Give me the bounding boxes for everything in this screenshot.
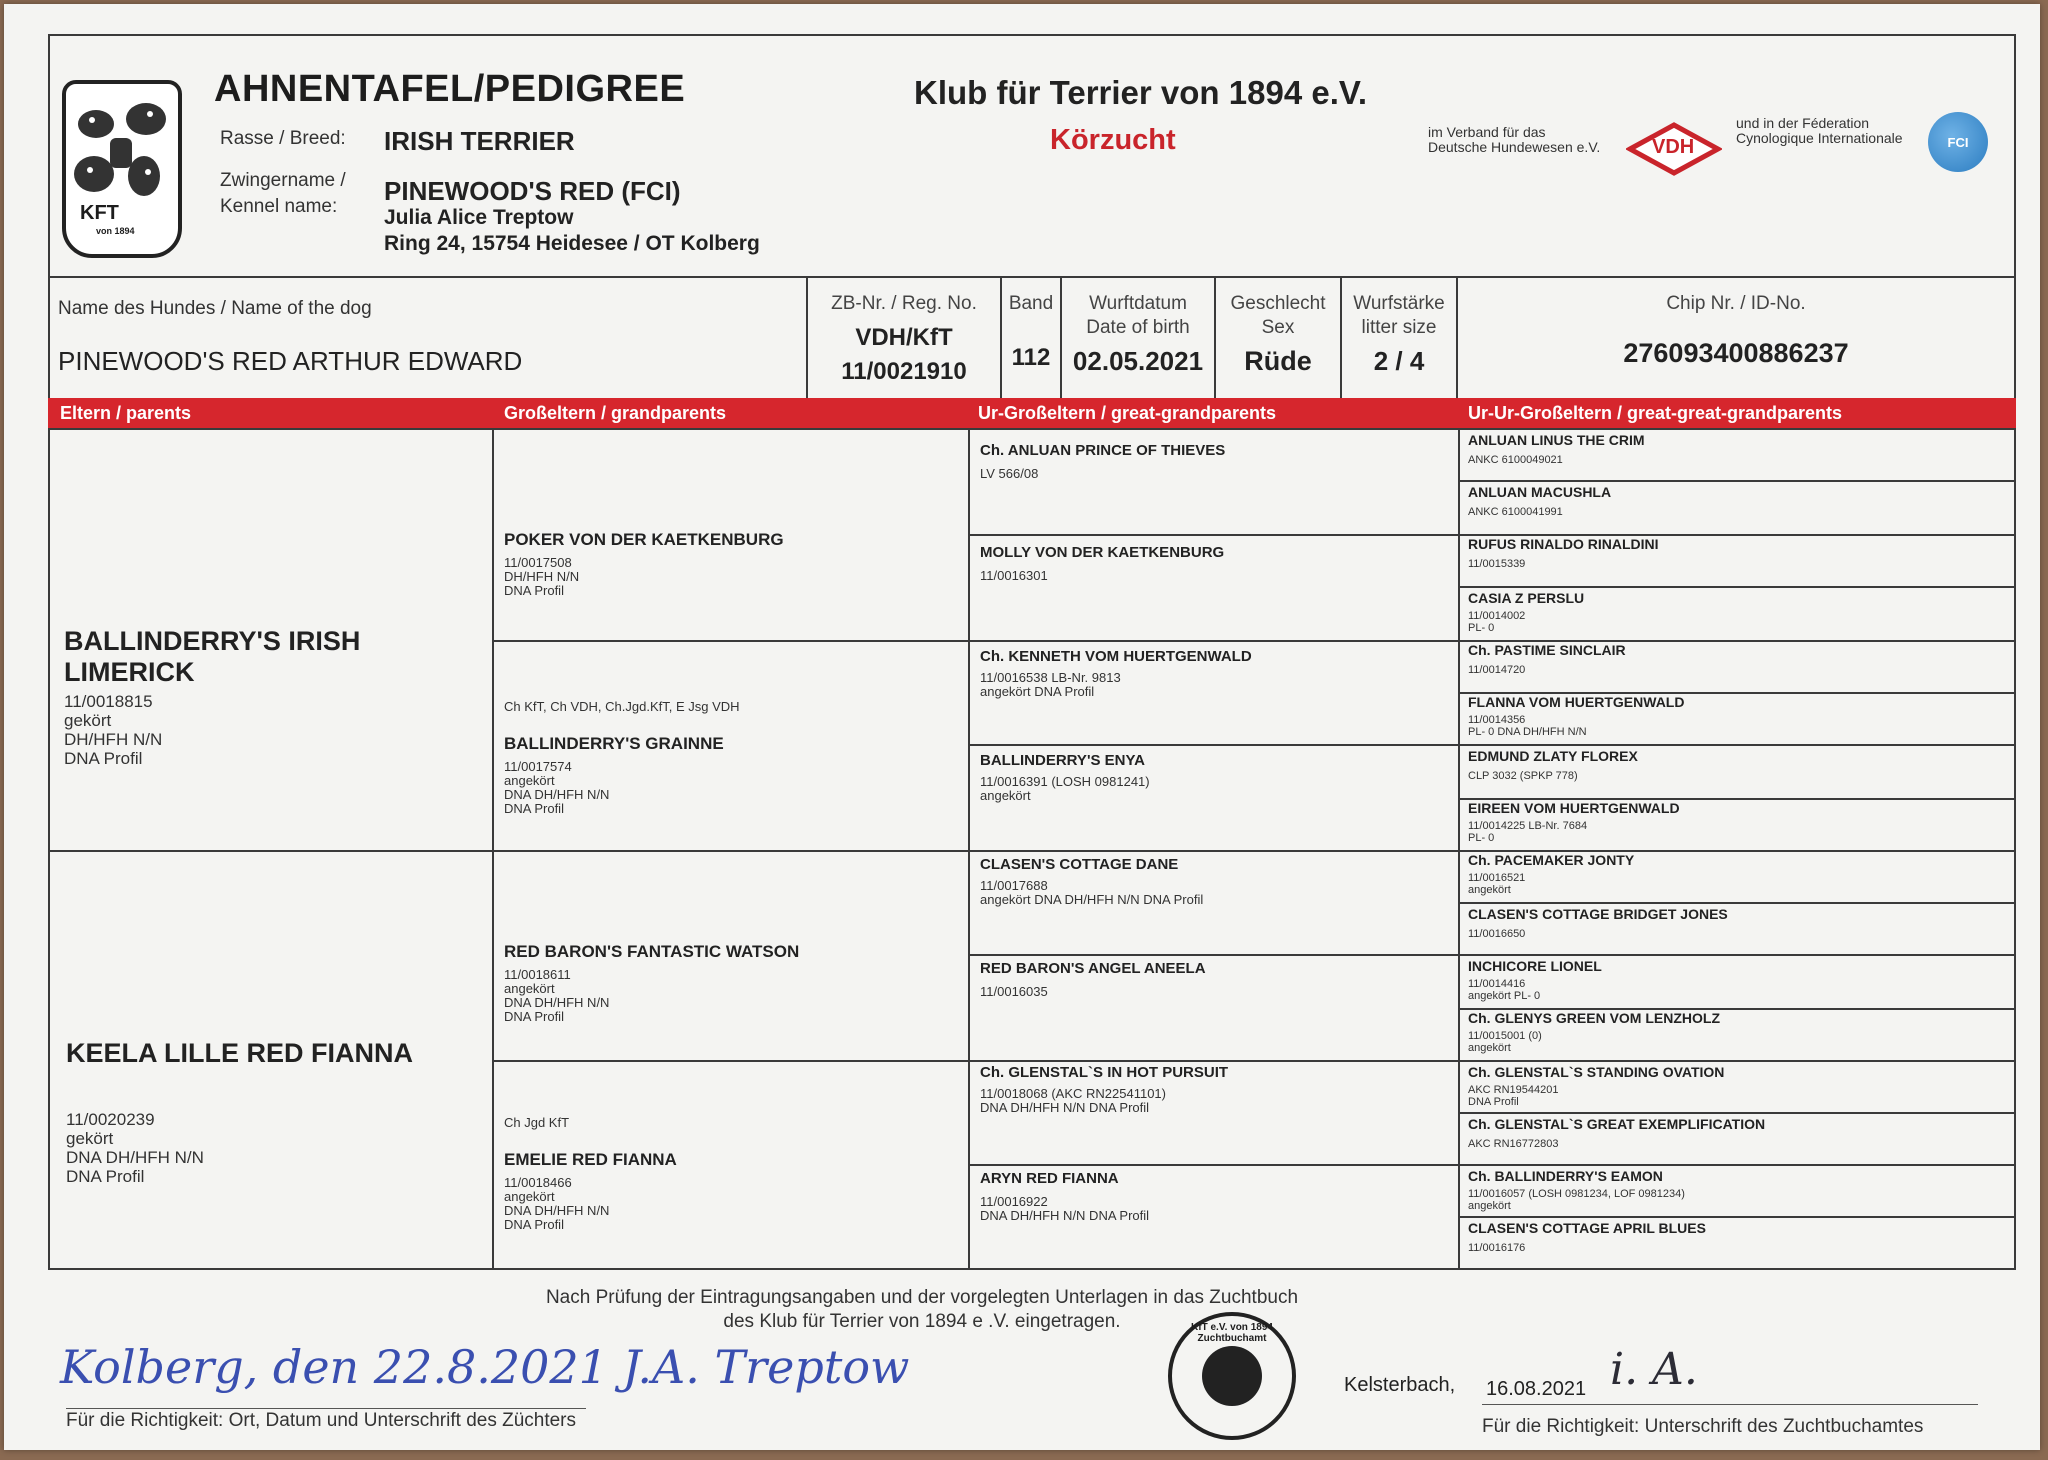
owner-address: Ring 24, 15754 Heidesee / OT Kolberg xyxy=(384,232,760,255)
divider xyxy=(1458,1060,2014,1062)
grandparent-cell xyxy=(504,700,740,816)
parent-detail xyxy=(64,692,162,768)
litter-cell xyxy=(1342,278,1458,404)
grandparent-detail xyxy=(504,1176,677,1232)
grandparent-detail-line: 11/0017574 xyxy=(504,759,572,774)
great-grandparent-detail: 11/0018068 (AKC RN22541101) xyxy=(980,1086,1166,1101)
breeder-signature: Kolberg, den 22.8.2021 J.A. Treptow xyxy=(60,1340,910,1394)
divider xyxy=(492,1060,968,1062)
ggg-detail: PL- 0 DNA DH/HFH N/N xyxy=(1468,726,1587,738)
great-grandparent-detail: angekört DNA Profil xyxy=(980,684,1095,699)
litter-label-1: Wurfstärke xyxy=(1353,293,1445,314)
pedigree-sheet xyxy=(4,4,2040,1450)
sex-label-1: Geschlecht xyxy=(1230,293,1326,314)
vdh-logo-text: VDH xyxy=(1652,136,1695,158)
band-great-great-grandparents: Ur-Ur-Großeltern / great-great-grandparents xyxy=(1468,403,1843,423)
band-value: 112 xyxy=(1011,344,1051,371)
great-great-grandparent-cell xyxy=(1468,536,1659,570)
great-grandparent-name: BALLINDERRY'S ENYA xyxy=(980,752,1145,769)
zuchtbuchamt-stamp xyxy=(1168,1312,1296,1440)
breeder-signature-line xyxy=(66,1408,586,1409)
registration-note xyxy=(404,1286,1440,1334)
grandparent-detail-line: DNA DH/HFH N/N xyxy=(504,787,610,802)
great-grandparent-name: MOLLY VON DER KAETKENBURG xyxy=(980,544,1225,561)
parent-cell-dam xyxy=(50,850,492,1268)
ggg-detail: 11/0015001 (0) xyxy=(1468,1030,1542,1042)
great-great-grandparent-cell xyxy=(1468,958,1602,1002)
ggg-name: Ch. GLENYS GREEN VOM LENZHOLZ xyxy=(1468,1010,1721,1026)
kft-logo xyxy=(62,80,182,258)
ggg-name: Ch. GLENSTAL`S GREAT EXEMPLIFICATION xyxy=(1468,1116,1766,1132)
reg-value-2: 11/0021910 xyxy=(841,358,967,385)
great-great-grandparent-cell xyxy=(1468,432,1645,466)
great-great-grandparent-cell xyxy=(1468,1116,1765,1150)
great-grandparent-cell xyxy=(980,752,1150,803)
litter-value: 2 / 4 xyxy=(1373,346,1425,376)
ggg-detail: 11/0016176 xyxy=(1468,1242,1526,1254)
ggg-detail: 11/0015339 xyxy=(1468,558,1526,570)
fci-logo xyxy=(1928,112,1988,172)
breed-label: Rasse / Breed: xyxy=(220,128,346,149)
great-grandparent-name: Ch. KENNETH VOM HUERTGENWALD xyxy=(980,648,1252,665)
grandparent-detail-line: DNA Profil xyxy=(504,1217,564,1232)
divider xyxy=(1458,744,2014,746)
owner-name: Julia Alice Treptow xyxy=(384,206,574,229)
parent-detail-line: DH/HFH N/N xyxy=(64,730,163,749)
grandparent-name: RED BARON'S FANTASTIC WATSON xyxy=(504,942,800,961)
grandparent-detail-line: DNA Profil xyxy=(504,801,564,816)
grandparent-titles: Ch Jgd KfT xyxy=(504,1115,570,1130)
ggg-detail: AKC RN16772803 xyxy=(1468,1138,1559,1150)
great-great-grandparent-cell xyxy=(1468,642,1626,676)
divider xyxy=(968,744,1458,746)
ggg-detail: angekört xyxy=(1468,884,1511,896)
great-great-grandparent-cell xyxy=(1468,800,1680,844)
kennel-value: PINEWOOD'S RED (FCI) xyxy=(384,176,681,206)
grandparent-detail-line: DNA DH/HFH N/N xyxy=(504,995,610,1010)
dog-name-label: Name des Hundes / Name of the dog xyxy=(58,298,372,319)
vdh-text-2: Deutsche Hundewesen e.V. xyxy=(1428,139,1601,155)
club-name: Klub für Terrier von 1894 e.V. xyxy=(914,74,1368,111)
divider xyxy=(968,1060,1458,1062)
great-grandparent-detail: DNA DH/HFH N/N DNA Profil xyxy=(980,1100,1150,1115)
great-grandparent-cell xyxy=(980,960,1206,999)
stamp-dog-icon xyxy=(1202,1346,1262,1406)
grandparent-titles: Ch KfT, Ch VDH, Ch.Jgd.KfT, E Jsg VDH xyxy=(504,699,740,714)
dob-label-2: Date of birth xyxy=(1086,317,1190,338)
ggg-name: FLANNA VOM HUERTGENWALD xyxy=(1468,694,1685,710)
sex-value: Rüde xyxy=(1244,346,1312,376)
ggg-detail: angekört PL- 0 xyxy=(1468,990,1541,1002)
great-great-grandparent-cell xyxy=(1468,852,1634,896)
breed-value: IRISH TERRIER xyxy=(384,126,575,156)
divider xyxy=(492,850,968,852)
chip-cell xyxy=(1458,278,2014,404)
parent-detail-line: gekört xyxy=(66,1129,114,1148)
grandparent-detail-line: 11/0017508 xyxy=(504,555,572,570)
reg-cell xyxy=(808,278,1002,404)
ggg-name: CLASEN'S COTTAGE BRIDGET JONES xyxy=(1468,906,1728,922)
grandparent-detail xyxy=(504,760,740,816)
ggg-detail: ANKC 6100041991 xyxy=(1468,506,1563,518)
koerzucht-label: Körzucht xyxy=(1050,124,1176,156)
divider xyxy=(492,430,494,1268)
ggg-name: EIREEN VOM HUERTGENWALD xyxy=(1468,800,1680,816)
great-grandparent-cell xyxy=(980,648,1252,699)
parent-detail-line: 11/0018815 xyxy=(64,692,153,711)
document-title: AHNENTAFEL/PEDIGREE xyxy=(214,68,686,110)
ggg-detail: AKC RN19544201 xyxy=(1468,1084,1559,1096)
divider xyxy=(968,430,970,1268)
great-great-grandparent-cell xyxy=(1468,748,1638,782)
great-grandparent-cell xyxy=(980,1170,1149,1223)
parent-detail-line: 11/0020239 xyxy=(66,1110,155,1129)
great-grandparent-detail: LV 566/08 xyxy=(980,466,1039,481)
office-signature-line xyxy=(1482,1404,1978,1405)
great-grandparent-cell xyxy=(980,1064,1228,1115)
ggg-detail: 11/0016057 (LOSH 0981234, LOF 0981234) xyxy=(1468,1188,1685,1200)
ggg-name: INCHICORE LIONEL xyxy=(1468,958,1602,974)
registration-note-line: des Klub für Terrier von 1894 e .V. eingetragen. xyxy=(723,1311,1121,1332)
great-grandparent-name: ARYN RED FIANNA xyxy=(980,1170,1119,1187)
ggg-detail: CLP 3032 (SPKP 778) xyxy=(1468,770,1578,782)
ggg-detail: DNA Profil xyxy=(1468,1096,1519,1108)
great-grandparent-cell xyxy=(980,442,1225,481)
divider xyxy=(1458,954,2014,956)
ggg-name: ANLUAN MACUSHLA xyxy=(1468,484,1612,500)
ggg-name: Ch. GLENSTAL`S STANDING OVATION xyxy=(1468,1064,1725,1080)
divider xyxy=(1458,902,2014,904)
great-grandparent-name: Ch. GLENSTAL`S IN HOT PURSUIT xyxy=(980,1064,1229,1081)
grandparent-cell xyxy=(504,530,784,598)
litter-label-2: litter size xyxy=(1361,317,1437,338)
logo-text: KFT xyxy=(80,202,119,224)
ggg-name: Ch. BALLINDERRY'S EAMON xyxy=(1468,1168,1663,1184)
great-grandparent-detail: 11/0016391 (LOSH 0981241) xyxy=(980,774,1150,789)
office-caption: Für die Richtigkeit: Unterschrift des Zuchtbuchamtes xyxy=(1482,1416,1924,1437)
sex-label-2: Sex xyxy=(1261,317,1295,338)
divider xyxy=(1458,480,2014,482)
great-grandparent-detail: 11/0016301 xyxy=(980,568,1048,583)
ggg-name: ANLUAN LINUS THE CRIM xyxy=(1468,432,1645,448)
grandparent-detail-line: DNA Profil xyxy=(504,1009,564,1024)
ggg-name: EDMUND ZLATY FLOREX xyxy=(1468,748,1638,764)
ggg-name: Ch. PACEMAKER JONTY xyxy=(1468,852,1635,868)
parent-detail xyxy=(66,1110,204,1186)
great-grandparent-name: Ch. ANLUAN PRINCE OF THIEVES xyxy=(980,442,1226,459)
sex-cell xyxy=(1216,278,1342,404)
ggg-detail: 11/0014225 LB-Nr. 7684 xyxy=(1468,820,1588,832)
grandparent-detail-line: DH/HFH N/N xyxy=(504,569,580,584)
vdh-logo xyxy=(1626,122,1722,176)
kennel-label-en: Kennel name: xyxy=(220,196,338,217)
fci-text-1: und in der Féderation xyxy=(1736,115,1870,131)
great-great-grandparent-cell xyxy=(1468,906,1728,940)
band-cell xyxy=(1002,278,1062,404)
band-parents: Eltern / parents xyxy=(60,403,192,423)
grandparent-detail-line: DNA Profil xyxy=(504,583,564,598)
band-label: Band xyxy=(1008,293,1054,314)
dog-info-row xyxy=(48,276,2016,406)
great-grandparent-detail: angekört DNA DH/HFH N/N DNA Profil xyxy=(980,892,1204,907)
great-grandparent-cell xyxy=(980,544,1224,583)
office-signature: i. A. xyxy=(1610,1344,1698,1395)
ggg-name: CLASEN'S COTTAGE APRIL BLUES xyxy=(1468,1220,1706,1236)
grandparent-name: POKER VON DER KAETKENBURG xyxy=(504,530,784,549)
ggg-detail: 11/0016521 xyxy=(1468,872,1526,884)
parent-detail-line: DNA Profil xyxy=(64,749,143,768)
ggg-detail: PL- 0 xyxy=(1468,622,1495,634)
divider xyxy=(968,850,1458,852)
grandparent-detail-line: angekört xyxy=(504,1189,555,1204)
ggg-detail: 11/0014720 xyxy=(1468,664,1526,676)
dob-label-1: Wurftdatum xyxy=(1089,293,1187,314)
parent-detail-line: DNA DH/HFH N/N xyxy=(66,1148,204,1167)
breeder-caption: Für die Richtigkeit: Ort, Datum und Unterschrift des Züchters xyxy=(66,1410,577,1431)
fci-logo-text: FCI xyxy=(1947,134,1969,150)
dob-value: 02.05.2021 xyxy=(1072,346,1204,376)
pedigree-table xyxy=(48,428,2016,1270)
divider xyxy=(968,640,1458,642)
dog-name: PINEWOOD'S RED ARTHUR EDWARD xyxy=(58,346,523,376)
divider xyxy=(968,1164,1458,1166)
ggg-detail: ANKC 6100049021 xyxy=(1468,454,1563,466)
great-grandparent-detail: 11/0016035 xyxy=(980,984,1048,999)
band-grandparents: Großeltern / grandparents xyxy=(504,403,727,423)
grandparent-detail xyxy=(504,556,784,598)
great-grandparent-detail: angekört xyxy=(980,788,1031,803)
great-grandparent-detail: 11/0017688 xyxy=(980,878,1048,893)
office-place: Kelsterbach, xyxy=(1344,1374,1456,1396)
ggg-name: RUFUS RINALDO RINALDINI xyxy=(1468,536,1659,552)
ggg-detail: angekört xyxy=(1468,1200,1511,1212)
ggg-name: Ch. PASTIME SINCLAIR xyxy=(1468,642,1626,658)
great-great-grandparent-cell xyxy=(1468,590,1584,634)
stamp-text: KfT e.V. von 1894 Zuchtbuchamt xyxy=(1191,1322,1273,1344)
parent-name: KEELA LILLE RED FIANNA xyxy=(66,1038,413,1068)
ggg-detail: 11/0016650 xyxy=(1468,928,1526,940)
great-grandparent-name: CLASEN'S COTTAGE DANE xyxy=(980,856,1179,873)
vdh-text-1: im Verband für das xyxy=(1428,124,1546,140)
grandparent-name: BALLINDERRY'S GRAINNE xyxy=(504,734,724,753)
grandparent-detail-line: 11/0018611 xyxy=(504,967,571,982)
divider xyxy=(1458,1216,2014,1218)
grandparent-detail-line: angekört xyxy=(504,981,555,996)
parent-cell-sire xyxy=(50,430,492,850)
great-great-grandparent-cell xyxy=(1468,1064,1724,1108)
great-great-grandparent-cell xyxy=(1468,1168,1685,1212)
ggg-detail: angekört xyxy=(1468,1042,1511,1054)
reg-value-1: VDH/KfT xyxy=(855,324,953,351)
grandparent-cell xyxy=(504,942,799,1024)
grandparent-detail-line: angekört xyxy=(504,773,555,788)
reg-label: ZB-Nr. / Reg. No. xyxy=(831,293,977,314)
parent-name: BALLINDERRY'S IRISH LIMERICK xyxy=(64,626,361,687)
grandparent-name: EMELIE RED FIANNA xyxy=(504,1150,677,1169)
great-grandparent-detail: 11/0016922 xyxy=(980,1194,1048,1209)
great-great-grandparent-cell xyxy=(1468,484,1611,518)
fci-text-2: Cynologique Internationale xyxy=(1736,130,1903,146)
divider xyxy=(492,640,968,642)
kennel-label: Zwingername / xyxy=(220,170,346,191)
ggg-detail: 11/0014002 xyxy=(1468,610,1526,622)
divider xyxy=(1458,586,2014,588)
grandparent-detail-line: 11/0018466 xyxy=(504,1175,572,1190)
ggg-name: CASIA Z PERSLU xyxy=(1468,590,1585,606)
parent-detail-line: gekört xyxy=(64,711,112,730)
great-great-grandparent-cell xyxy=(1468,1220,1706,1254)
band-great-grandparents: Ur-Großeltern / great-grandparents xyxy=(978,403,1277,423)
ggg-detail: 11/0014416 xyxy=(1468,978,1526,990)
generation-header-band xyxy=(48,398,2016,428)
office-date: 16.08.2021 xyxy=(1486,1378,1587,1400)
great-great-grandparent-cell xyxy=(1468,694,1684,738)
grandparent-cell xyxy=(504,1116,677,1232)
parent-detail-line: DNA Profil xyxy=(66,1167,145,1186)
divider xyxy=(1458,1164,2014,1166)
chip-value: 276093400886237 xyxy=(1623,338,1849,368)
ggg-detail: PL- 0 xyxy=(1468,832,1495,844)
logo-subtext: von 1894 xyxy=(96,226,135,236)
great-great-grandparent-cell xyxy=(1468,1010,1720,1054)
divider xyxy=(968,534,1458,536)
dob-cell xyxy=(1062,278,1216,404)
divider xyxy=(968,954,1458,956)
chip-label: Chip Nr. / ID-No. xyxy=(1666,293,1806,314)
divider xyxy=(1458,1112,2014,1114)
divider xyxy=(1458,430,1460,1268)
great-grandparent-detail: DNA DH/HFH N/N DNA Profil xyxy=(980,1208,1150,1223)
ggg-detail: 11/0014356 xyxy=(1468,714,1526,726)
grandparent-detail-line: DNA DH/HFH N/N xyxy=(504,1203,610,1218)
great-grandparent-detail: 11/0016538 LB-Nr. 9813 xyxy=(980,670,1121,685)
registration-note-line: Nach Prüfung der Eintragungsangaben und der vorgelegten Unterlagen in das Zuchtbuch xyxy=(545,1287,1299,1308)
grandparent-detail xyxy=(504,968,799,1024)
great-grandparent-cell xyxy=(980,856,1203,907)
great-grandparent-name: RED BARON'S ANGEL ANEELA xyxy=(980,960,1206,977)
dog-name-cell xyxy=(50,278,808,404)
